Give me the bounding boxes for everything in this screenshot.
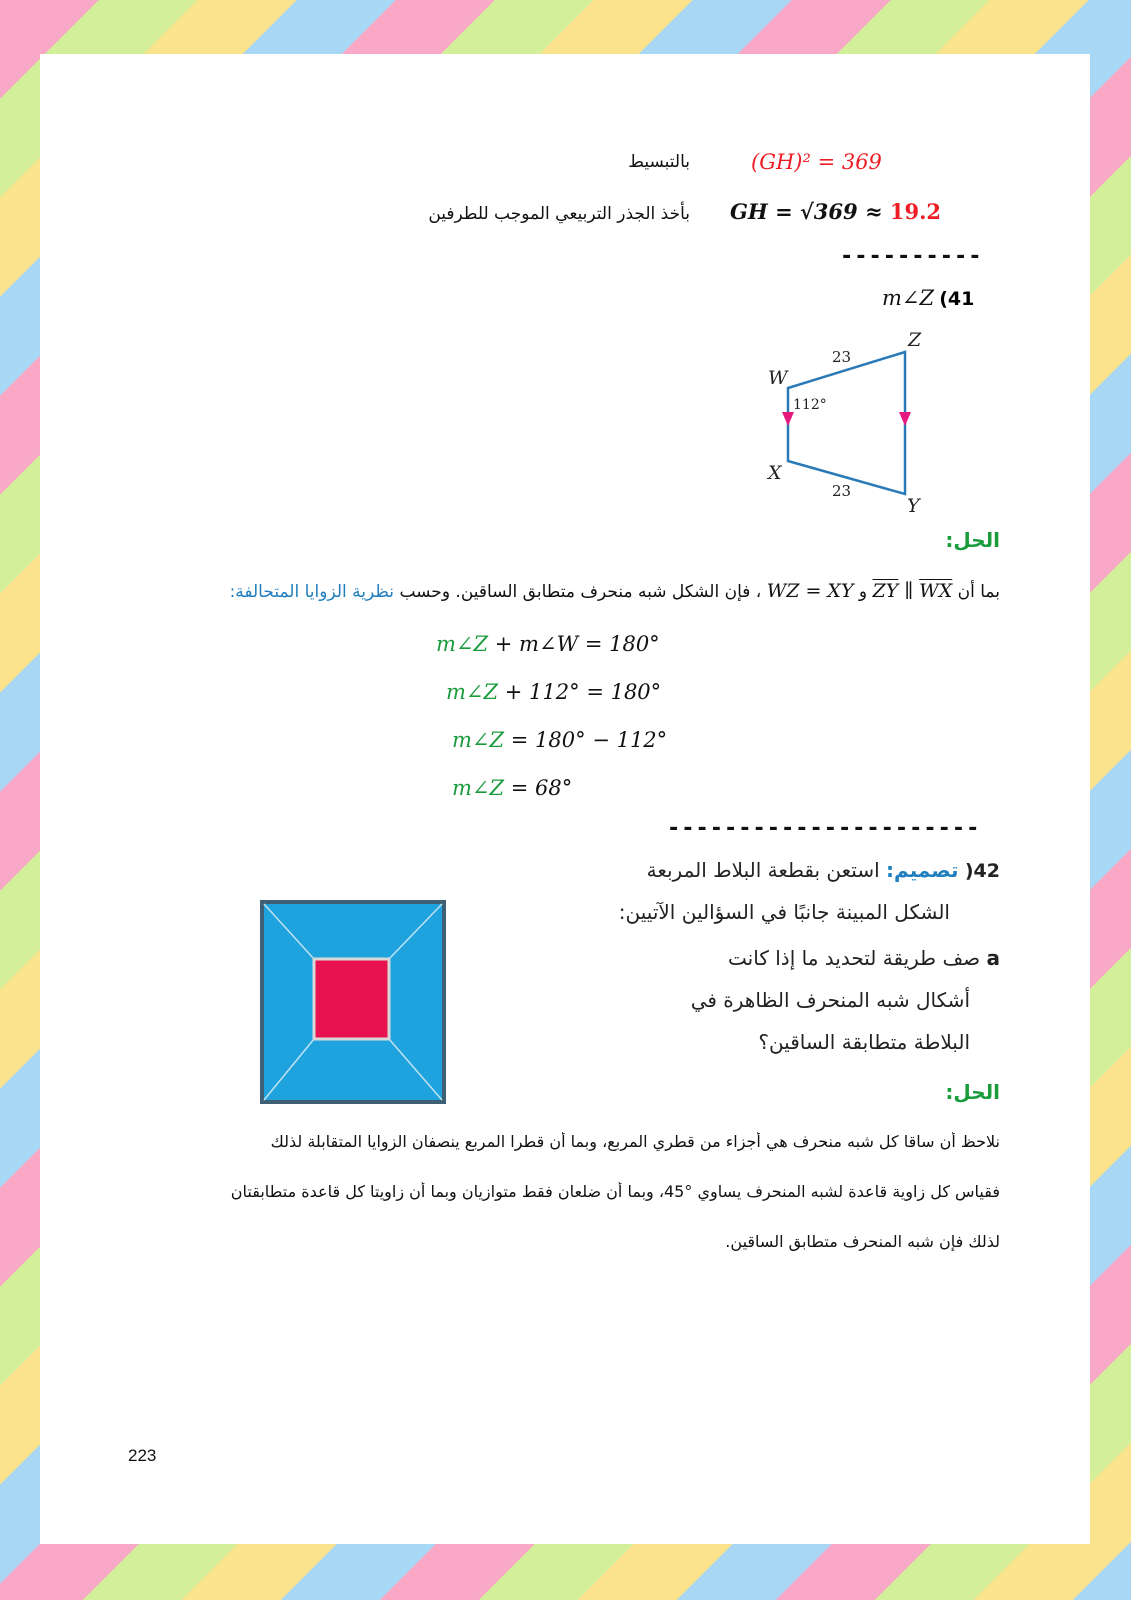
- question-42-keyword: تصميم:: [886, 858, 959, 882]
- question-42-text-1: استعن بقطعة البلاط المربعة: [646, 858, 880, 882]
- question-42-line1: [580, 858, 1000, 882]
- part-a-text-1: صف طريقة لتحديد ما إذا كانت: [728, 946, 981, 970]
- segment-wx: $\overline{WX}$: [919, 580, 953, 602]
- equation-gh-root: [730, 199, 941, 224]
- step-label-simplify: بالتبسيط: [628, 152, 690, 172]
- equation-gh-squared: [751, 150, 882, 174]
- question-41-number-wrap: (41: [939, 288, 975, 310]
- question-41-header: [882, 286, 974, 310]
- question-41-prompt: m∠Z: [882, 286, 935, 310]
- part-a-letter: a: [986, 946, 1000, 970]
- question-42-number-wrap: 42(: [964, 860, 1000, 882]
- equation-gh-root-lhs: GH = √369 ≈: [730, 199, 890, 224]
- answer-42-line1: نلاحظ أن ساقا كل شبه منحرف هي أجزاء من قطري المربع، وبما أن قطرا المربع ينصفان الزوايا المتقابلة لذلك: [270, 1132, 1000, 1151]
- step-3: [452, 728, 667, 752]
- equation-gh-squared-text: (GH)² = 369: [751, 150, 882, 174]
- reason-segment-group: [873, 580, 953, 602]
- tile-inner-square: [314, 959, 389, 1039]
- page-number: 223: [128, 1446, 157, 1465]
- step-1: [436, 632, 660, 656]
- step-1-rest: + m∠W = 180°: [488, 632, 660, 656]
- congruence-arrow-right: [899, 412, 911, 426]
- trapezoid-outline: [788, 352, 905, 494]
- step-3-rest: = 180° − 112°: [504, 728, 668, 752]
- part-a-line3: البلاطة متطابقة الساقين؟: [758, 1030, 970, 1054]
- equal-sides: WZ = XY: [766, 580, 854, 602]
- solution-41-reason: [230, 580, 1000, 602]
- reason-part1: بما أن: [957, 582, 1000, 602]
- question-41-number: 41: [947, 288, 975, 310]
- vertex-label-y: Y: [907, 495, 920, 517]
- answer-42-line2: فقياس كل زاوية قاعدة لشبه المنحرف يساوي °45، وبما أن ضلعان فقط متوازيان وبما أن زاويتا كل قاعدة متطابقتان: [230, 1182, 1000, 1201]
- step-3-lhs: m∠Z: [452, 728, 505, 752]
- theorem-name: نظرية الزوايا المتحالفة:: [229, 582, 395, 602]
- reason-part3: ، فإن الشكل شبه منحرف متطابق الساقين. وحسب: [399, 582, 762, 602]
- step-4-lhs: m∠Z: [452, 776, 505, 800]
- question-42-number: 42: [973, 860, 1000, 882]
- bottom-side-length: 23: [832, 482, 852, 500]
- solution-heading-41: الحل:: [945, 528, 1000, 552]
- separator-1: ----------: [840, 244, 983, 269]
- vertex-label-z: Z: [908, 329, 922, 351]
- part-a-line2: أشكال شبه المنحرف الظاهرة في: [690, 988, 970, 1012]
- part-a-line1: [580, 946, 1000, 970]
- parallel-symbol: ∥: [904, 580, 914, 602]
- question-42-line2: الشكل المبينة جانبًا في السؤالين الآتيين:: [618, 900, 950, 924]
- solution-heading-42: الحل:: [945, 1080, 1000, 1104]
- step-1-lhs: m∠Z: [436, 632, 489, 656]
- angle-w-label: 112°: [793, 397, 827, 413]
- step-2-rest: + 112° = 180°: [498, 680, 662, 704]
- separator-2: ----------------------: [667, 816, 981, 841]
- top-side-length: 23: [832, 348, 852, 366]
- vertex-label-w: W: [768, 367, 788, 389]
- congruence-arrow-left: [782, 412, 794, 426]
- step-2: [446, 680, 661, 704]
- reason-part2: و: [858, 582, 868, 602]
- vertex-label-x: X: [768, 462, 782, 484]
- segment-zy: $\overline{ZY}$: [872, 580, 899, 602]
- step-4-rest: = 68°: [504, 776, 573, 800]
- square-tile-figure: [258, 898, 448, 1106]
- step-4: [452, 776, 572, 800]
- step-label-square-root: بأخذ الجذر التربيعي الموجب للطرفين: [428, 204, 690, 224]
- step-2-lhs: m∠Z: [446, 680, 499, 704]
- equation-gh-root-value: 19.2: [889, 199, 942, 224]
- trapezoid-figure: [740, 324, 980, 544]
- document-page: [40, 54, 1090, 1544]
- answer-42-line3: لذلك فإن شبه المنحرف متطابق الساقين.: [725, 1232, 1000, 1251]
